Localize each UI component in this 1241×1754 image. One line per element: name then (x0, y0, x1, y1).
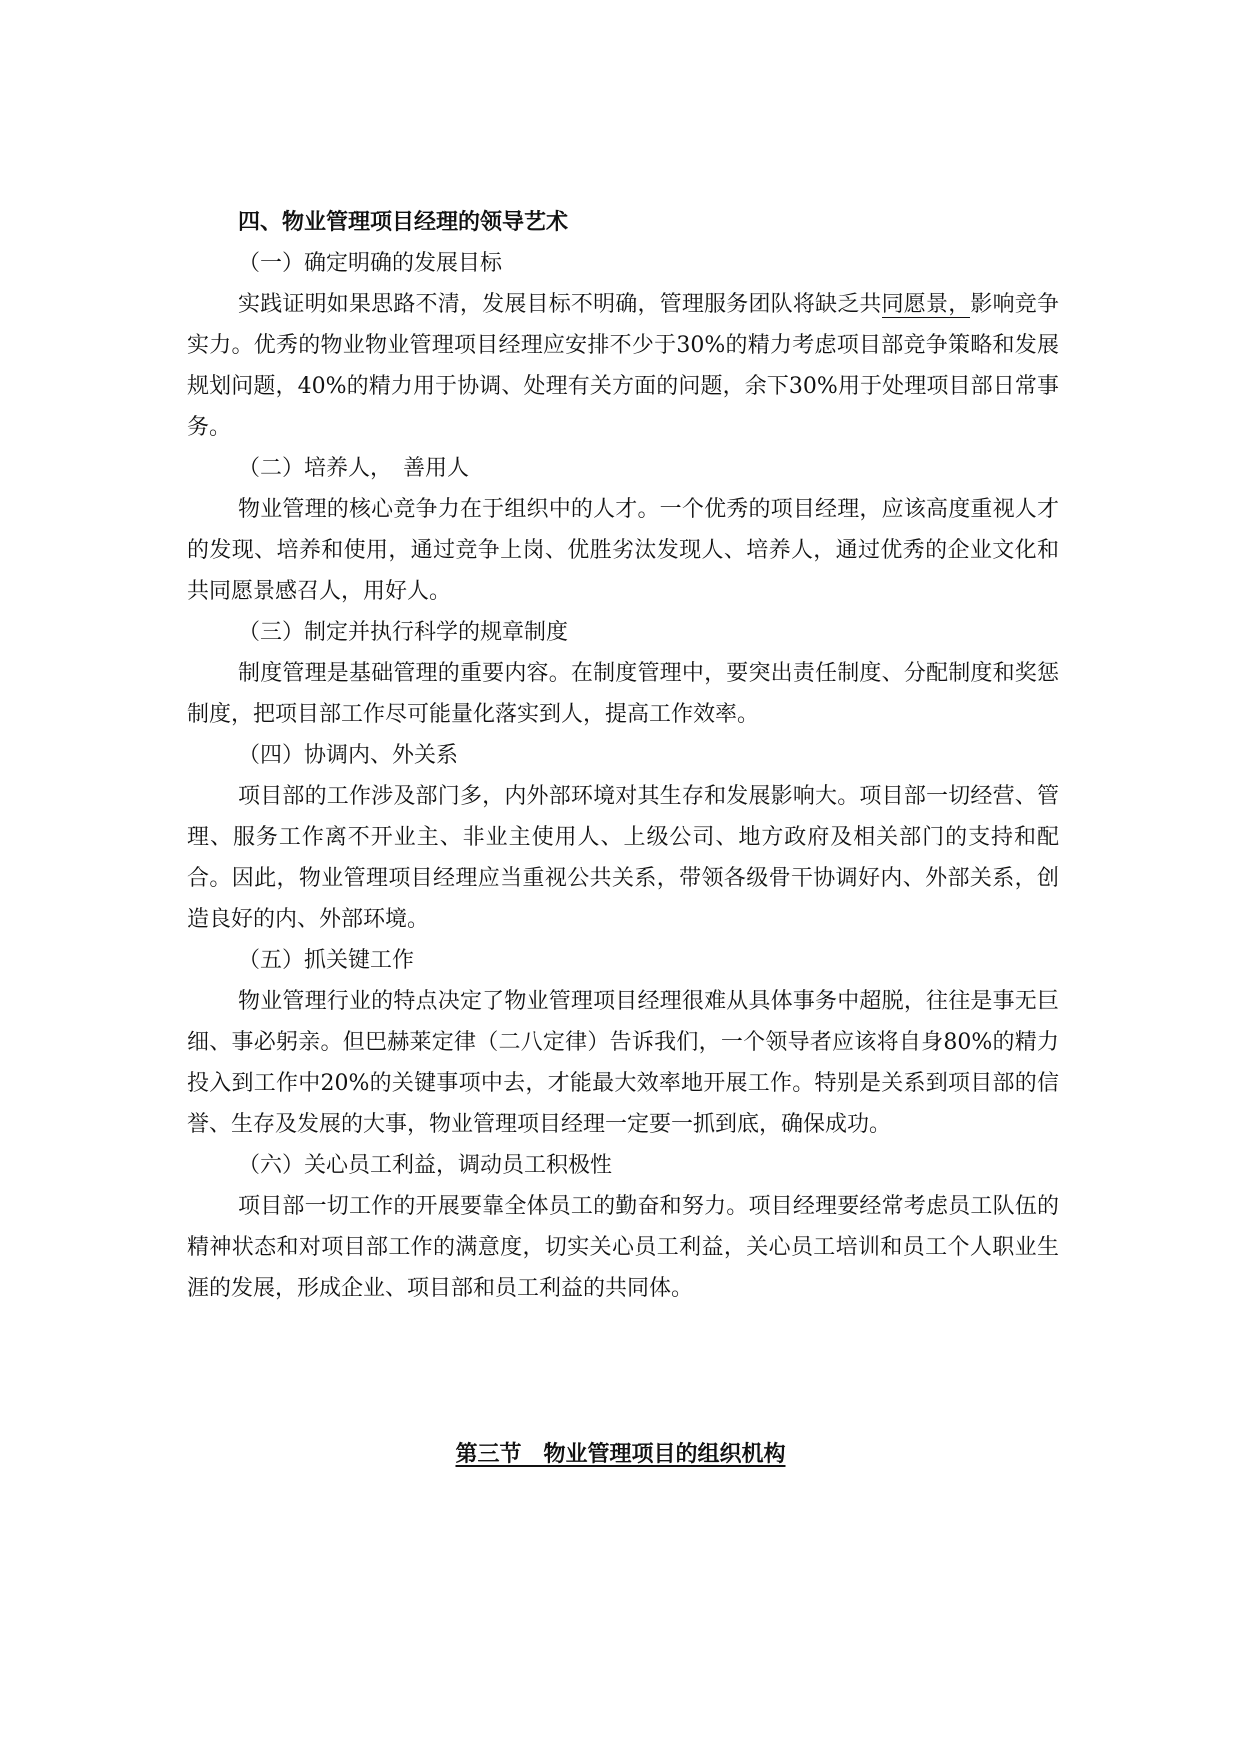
paragraph-3: 制度管理是基础管理的重要内容。在制度管理中，要突出责任制度、分配制度和奖惩制度，把项目部工作尽可能量化落实到人，提高工作效率。 (187, 661, 1059, 727)
paragraph-1-underlined-text: 同愿景， (881, 292, 971, 317)
subheading-4: （四）协调内、外关系 (238, 743, 459, 768)
chapter-title (0, 1440, 1241, 1470)
paragraph-2: 物业管理的核心竞争力在于组织中的人才。一个优秀的项目经理，应该高度重视人才的发现、培养和使用，通过竞争上岗、优胜劣汰发现人、培养人，通过优秀的企业文化和共同愿景感召人，用好人。 (187, 497, 1059, 604)
paragraph-4: 项目部的工作涉及部门多，内外部环境对其生存和发展影响大。项目部一切经营、管理、服务工作离不开业主、非业主使用人、上级公司、地方政府及相关部门的支持和配合。因此，物业管理项目经理应当重视公共关系，带领各级骨干协调好内、外部关系，创造良好的内、外部环境。 (187, 784, 1059, 932)
paragraph-1 (187, 284, 1059, 448)
subheading-3: （三）制定并执行科学的规章制度 (238, 620, 569, 645)
document-body (187, 202, 1059, 1309)
subheading-6: （六）关心员工利益，调动员工积极性 (238, 1153, 613, 1178)
paragraph-6: 项目部一切工作的开展要靠全体员工的勤奋和努力。项目经理要经常考虑员工队伍的精神状态和对项目部工作的满意度，切实关心员工利益，关心员工培训和员工个人职业生涯的发展，形成企业、项目部和员工利益的共同体。 (187, 1194, 1059, 1301)
subheading-2: （二）培养人， 善用人 (238, 456, 470, 481)
chapter-title-text: 第三节 物业管理项目的组织机构 (455, 1442, 786, 1467)
subheading-5: （五）抓关键工作 (238, 948, 415, 973)
section-heading: 四、物业管理项目经理的领导艺术 (238, 210, 569, 235)
paragraph-1-text-b: 影响竞争实力。优秀的物业物业管理项目经理应安排不少于30%的精力考虑项目部竞争策略和发展规划问题，40%的精力用于协调、处理有关方面的问题，余下30%用于处理项目部日常事务。 (187, 292, 1059, 440)
subheading-1: （一）确定明确的发展目标 (238, 251, 503, 276)
paragraph-5: 物业管理行业的特点决定了物业管理项目经理很难从具体事务中超脱，往往是事无巨细、事必躬亲。但巴赫莱定律（二八定律）告诉我们，一个领导者应该将自身80%的精力投入到工作中20%的关键事项中去，才能最大效率地开展工作。特别是关系到项目部的信誉、生存及发展的大事，物业管理项目经理一定要一抓到底，确保成功。 (187, 989, 1059, 1137)
paragraph-1-text-a: 实践证明如果思路不清，发展目标不明确，管理服务团队将缺乏共 (238, 292, 882, 317)
